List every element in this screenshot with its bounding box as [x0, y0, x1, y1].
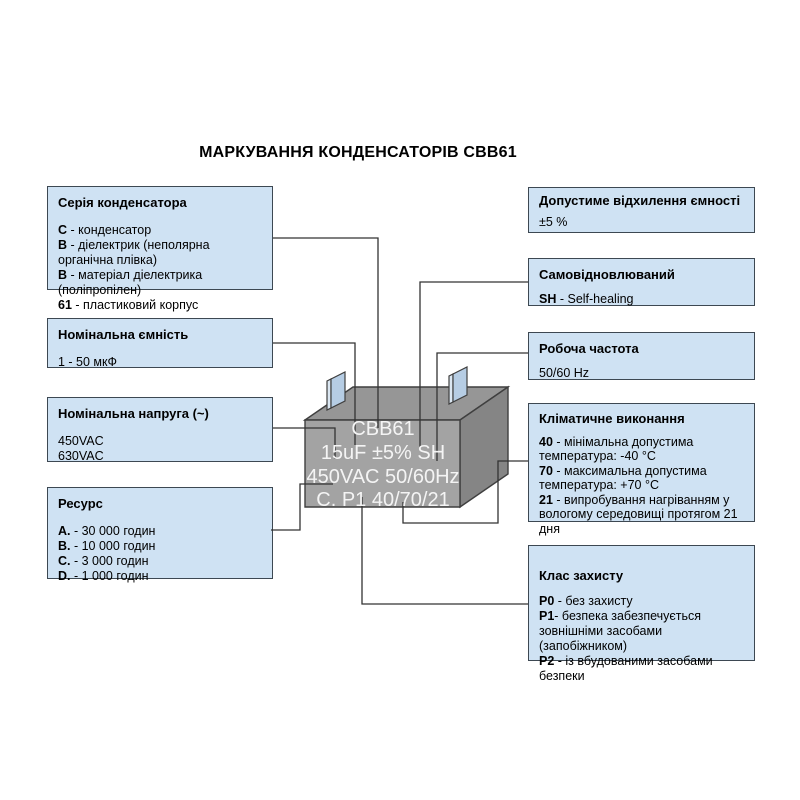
box-line: B - діелектрик (неполярна органічна плівка) — [58, 238, 210, 267]
box-header: Самовідновлюваний — [539, 267, 675, 282]
box-line: 21 - випробування нагріванням у вологому середовищі протягом 21 дня — [539, 492, 738, 536]
box-line: 630VAC — [58, 449, 104, 463]
box-line: C. - 3 000 годин — [58, 554, 149, 568]
box-line: 70 - максимальна допустима температура: +70 °C — [539, 463, 707, 492]
box-header: Серія конденсатора — [58, 195, 187, 210]
box-line: 50/60 Hz — [539, 366, 590, 380]
box-line: B - матеріал діелектрика (поліпропілен) — [58, 268, 203, 297]
box-line: P0 - без захисту — [539, 594, 633, 608]
box-header: Допустиме відхилення ємності — [539, 193, 741, 208]
marking-row-capacitance: 15uF ±5% SH — [320, 442, 446, 464]
box-line: C - конденсатор — [58, 223, 152, 237]
box-line: 450VAC — [58, 434, 104, 448]
box-header: Ресурс — [58, 496, 103, 511]
box-line: A. - 30 000 годин — [58, 524, 156, 538]
box-line: P1- безпека забезпечується зовнішніми засобами (запобіжником) — [539, 609, 702, 653]
marking-row-voltage: 450VAC 50/60Hz — [306, 466, 460, 488]
connector-protection-line — [362, 497, 528, 604]
box-line: D. - 1 000 годин — [58, 569, 149, 583]
box-line: 40 - мінімальна допустима температура: -40 °C — [539, 434, 694, 463]
page-title: МАРКУВАННЯ КОНДЕНСАТОРІВ CBB61 — [199, 144, 517, 161]
box-line: ±5 % — [539, 215, 568, 229]
marking-row-series: CBB61 — [351, 418, 415, 440]
box-header: Клас захисту — [539, 568, 624, 583]
box-header: Кліматичне виконання — [539, 411, 685, 426]
box-header: Номінальна ємність — [58, 327, 189, 342]
box-header: Номінальна напруга (~) — [58, 406, 209, 421]
box-line: 61 - пластиковий корпус — [58, 298, 199, 312]
box-line: SH - Self-healing — [539, 292, 634, 306]
box-header: Робоча частота — [539, 341, 639, 356]
marking-row-codes: C. P1 40/70/21 — [316, 489, 450, 511]
box-line: P2 - із вбудованими засобами безпеки — [539, 654, 713, 683]
box-line: 1 - 50 мкФ — [58, 355, 118, 369]
box-line: B. - 10 000 годин — [58, 539, 156, 553]
